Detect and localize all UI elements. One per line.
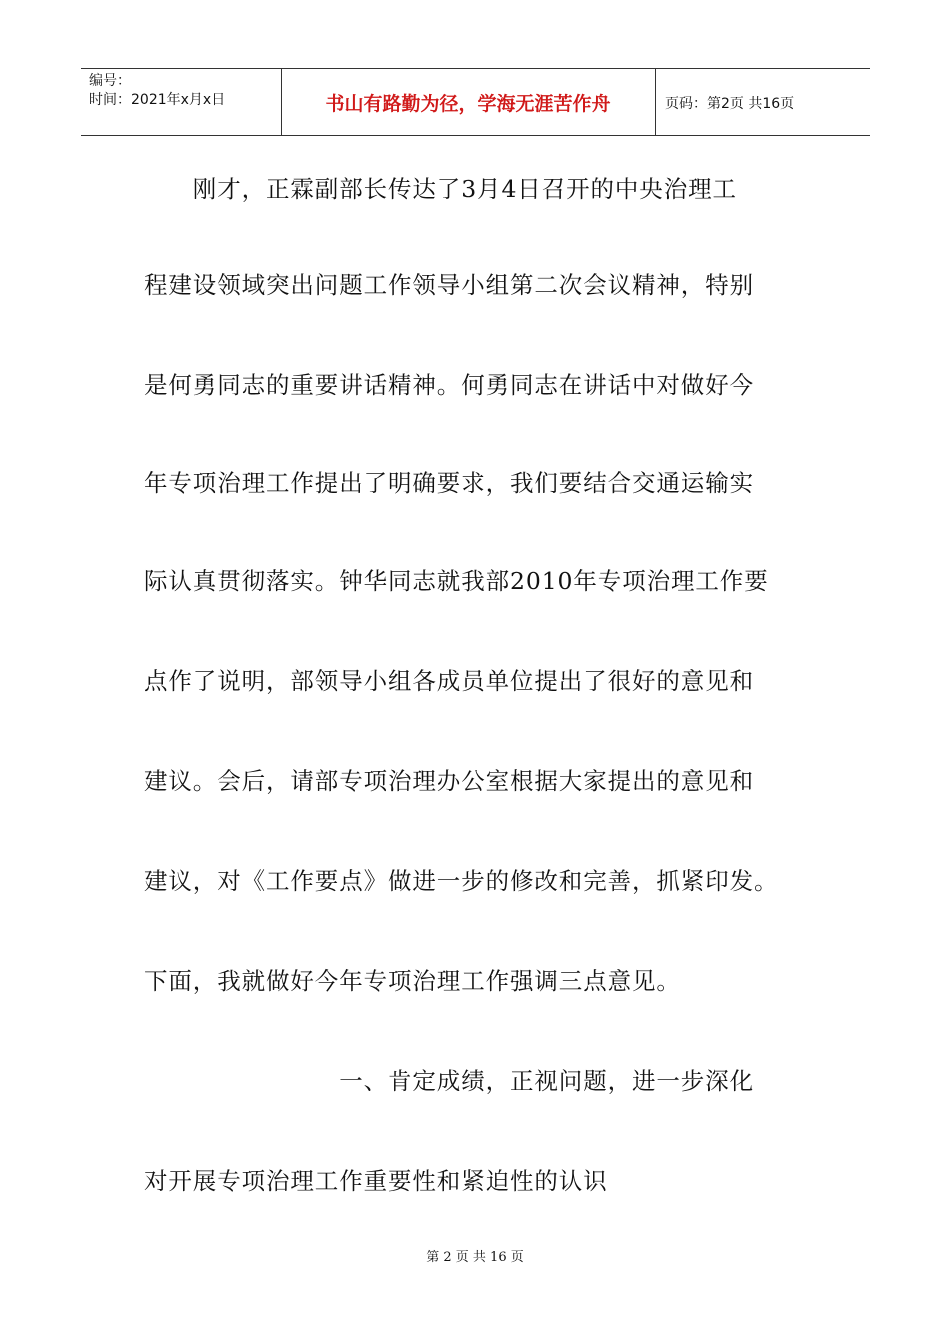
body-line: 是何勇同志的重要讲话精神。何勇同志在讲话中对做好今 bbox=[144, 371, 754, 399]
document-number-label: 编号： bbox=[89, 73, 131, 89]
section-heading-line: 一、肯定成绩，正视问题，进一步深化 bbox=[144, 1067, 754, 1095]
header-motto: 书山有路勤为径，学海无涯苦作舟 bbox=[325, 93, 611, 115]
page-header bbox=[81, 68, 870, 136]
body-line: 程建设领域突出问题工作领导小组第二次会议精神，特别 bbox=[144, 271, 754, 299]
body-line: 点作了说明，部领导小组各成员单位提出了很好的意见和 bbox=[144, 667, 754, 695]
document-time-label: 时间：2021年x月x日 bbox=[89, 92, 226, 108]
body-line: 建议。会后，请部专项治理办公室根据大家提出的意见和 bbox=[144, 767, 754, 795]
section-heading-line: 对开展专项治理工作重要性和紧迫性的认识 bbox=[144, 1167, 608, 1195]
body-line: 下面，我就做好今年专项治理工作强调三点意见。 bbox=[144, 967, 681, 995]
body-line: 建议，对《工作要点》做进一步的修改和完善，抓紧印发。 bbox=[144, 867, 779, 895]
header-meta bbox=[81, 69, 281, 135]
page-footer: 第 2 页 共 16 页 bbox=[426, 1250, 524, 1265]
header-divider-right bbox=[655, 69, 656, 135]
body-line: 刚才，正霖副部长传达了3月4日召开的中央治理工 bbox=[144, 175, 737, 203]
header-page-info: 页码：第2页 共16页 bbox=[665, 96, 795, 112]
body-line: 际认真贯彻落实。钟华同志就我部2010年专项治理工作要 bbox=[144, 567, 769, 595]
body-line: 年专项治理工作提出了明确要求，我们要结合交通运输实 bbox=[144, 469, 754, 497]
